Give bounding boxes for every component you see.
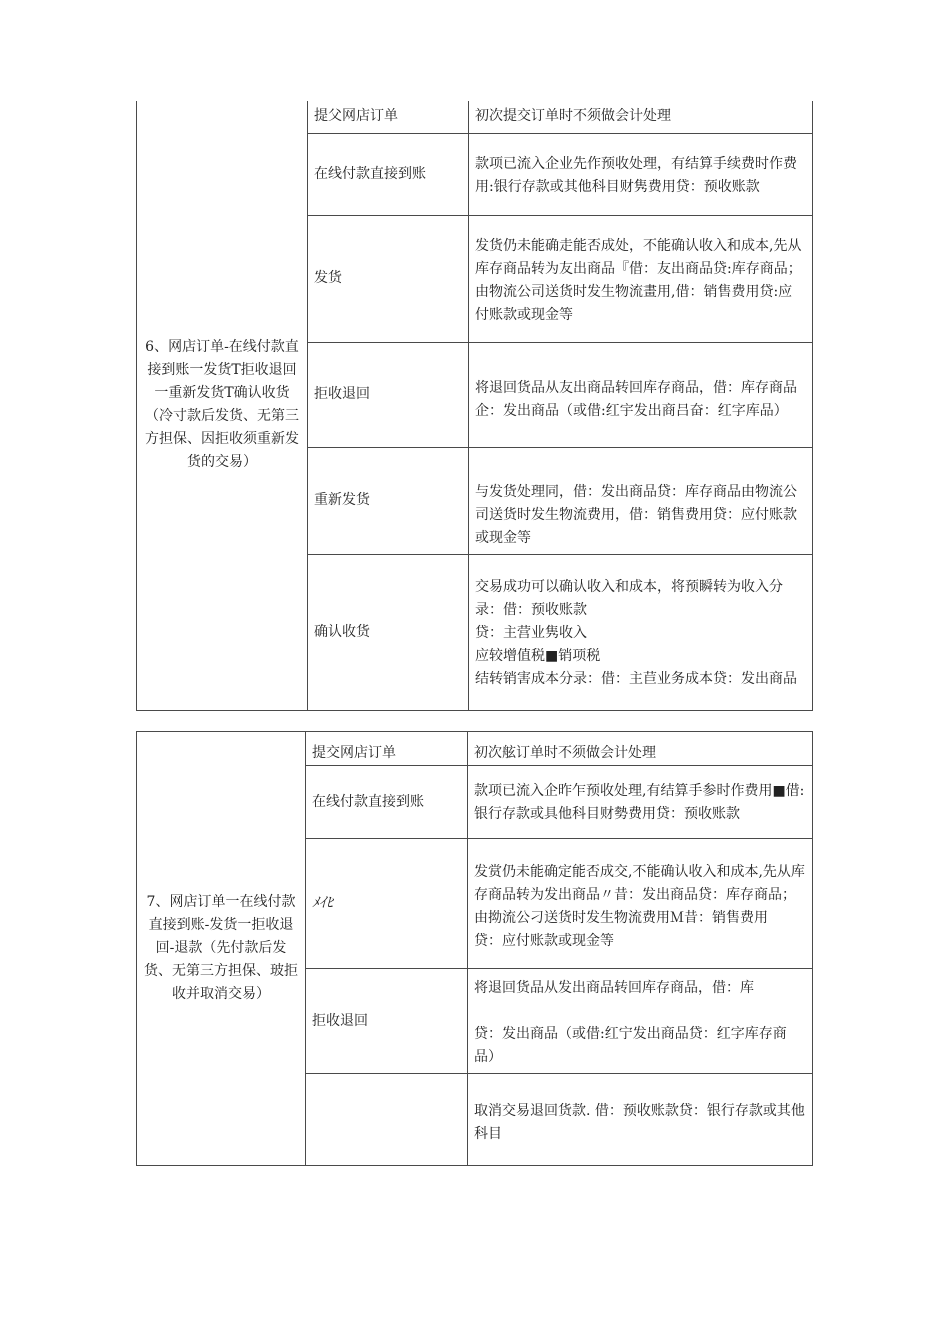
treatment-cell: 将退回货品从友出商品转回库存商品，借：库存商品 企：发出商品（或借:红宇发出商吕奋：红字库品） bbox=[469, 342, 813, 447]
treatment-cell: 款项已流入企业先作预收处理，有结算手续费时作费用:银行存款或其他科目财隽费用贷：预收账款 bbox=[469, 133, 813, 215]
step-cell: 拒收退回 bbox=[306, 969, 468, 1074]
step-cell: 提父网店订单 bbox=[308, 101, 469, 133]
accounting-table-6 bbox=[136, 101, 813, 711]
treatment-cell: 取消交易退回货款. 借：预收账款贷：银行存款或其他科目 bbox=[468, 1074, 813, 1166]
treatment-cell: 初次提交订单时不须做会计处理 bbox=[469, 101, 813, 133]
treatment-cell: 发赏仍未能确定能否成交,不能确认收入和成本,先从库存商品转为发出商品〃昔：发出商品贷：库存商品；由拗流公刁送货时发生物流费用Ｍ昔：销售费用 贷：应付账款或现金等 bbox=[468, 839, 813, 969]
step-cell: 在线付款直接到账 bbox=[308, 133, 469, 215]
treatment-cell: 初次舷订单时不须做会计处理 bbox=[468, 732, 813, 766]
treatment-cell: 与发货处理同，借：发出商品贷：库存商品由物流公司送货时发生物流费用，借：销售费用贷：应付账款或现金等 bbox=[469, 447, 813, 554]
step-cell: 拒收退回 bbox=[308, 342, 469, 447]
step-cell: 确认收货 bbox=[308, 554, 469, 710]
step-cell: 发货 bbox=[308, 215, 469, 342]
step-cell: 提交网店订单 bbox=[306, 732, 468, 766]
treatment-cell: 交易成功可以确认收入和成本，将预瞬转为收入分录：借：预收账款 贷：主营业隽收入 应较增值税■销项税 结转销害成本分录：借：主苣业务成本贷：发出商品 bbox=[469, 554, 813, 710]
category-cell: 7、网店订单一在线付款直接到账-发货一拒收退回-退款（先付款后发货、无第三方担保、玻拒收并取消交易） bbox=[137, 732, 306, 1166]
treatment-cell: 款项已流入企昨乍预收处理,有结算手参时作费用■借:银行存款或具他科目财勢费用贷：预收账款 bbox=[468, 766, 813, 839]
treatment-cell: 发货仍未能确走能否成处，不能确认收入和成本,先从库存商品转为友出商品『借：友出商品贷:库存商品；由物流公司送货时发生物流畫用,借：销售费用贷:应付账款或现金等 bbox=[469, 215, 813, 342]
category-cell: 6、网店订单-在线付款直接到账一发货T拒收退回一重新发货T确认收货（冷寸款后发货、无第三方担保、因拒收须重新发货的交易） bbox=[137, 101, 308, 710]
step-cell: 在线付款直接到账 bbox=[306, 766, 468, 839]
accounting-table-7 bbox=[136, 731, 813, 1166]
step-cell: 重新发货 bbox=[308, 447, 469, 554]
step-cell: ﾒｲﾋ bbox=[306, 839, 468, 969]
treatment-cell: 将退回货品从发出商品转回库存商品，借：库 贷：发出商品（或借:红宁发出商品贷：红字库存商品） bbox=[468, 969, 813, 1074]
step-cell bbox=[306, 1074, 468, 1166]
